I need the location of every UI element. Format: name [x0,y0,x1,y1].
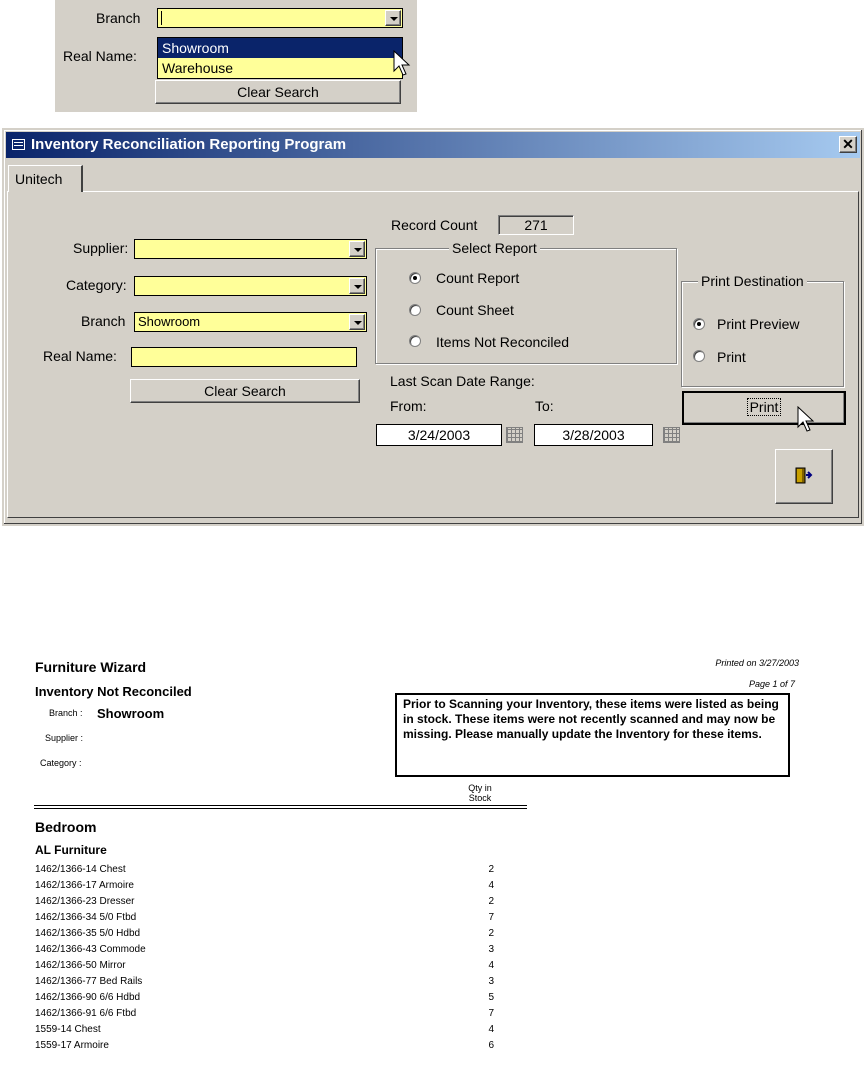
report-category-label: Category : [40,758,82,768]
row-qty: 4 [488,1024,494,1035]
calendar-icon[interactable] [663,427,680,443]
row-qty: 6 [488,1040,494,1051]
text-caret [161,11,162,25]
radio-count-report-label: Count Report [436,270,520,286]
row-qty: 3 [488,976,494,987]
radio-count-sheet-label: Count Sheet [436,302,514,318]
report-company: Furniture Wizard [35,659,147,675]
table-row: 1462/1366-91 6/6 Ftbd [35,1008,137,1019]
realname-input[interactable] [131,347,357,367]
row-qty: 2 [488,896,494,907]
select-report-title: Select Report [449,240,540,256]
radio-count-report[interactable] [409,272,421,284]
report-branch-label: Branch : [49,708,83,718]
exit-button[interactable] [775,449,833,504]
row-qty: 2 [488,928,494,939]
exit-door-icon [794,466,814,486]
cursor-icon [393,50,413,78]
dropdown-button[interactable] [349,314,365,330]
report-printed-on: Printed on 3/27/2003 [715,658,799,668]
realname-label: Real Name: [43,348,117,364]
report-title: Inventory Not Reconciled [35,684,192,699]
radio-items-not-reconciled-label: Items Not Reconciled [436,334,570,350]
row-qty: 7 [488,912,494,923]
table-row: 1462/1366-77 Bed Rails [35,976,143,987]
realname-label: Real Name: [63,48,137,64]
dropdown-button[interactable] [349,241,365,257]
print-button[interactable]: Print [682,391,846,425]
category-combo[interactable] [134,276,367,296]
window-title: Inventory Reconciliation Reporting Program [31,136,347,153]
radio-count-sheet[interactable] [409,304,421,316]
row-qty: 4 [488,960,494,971]
branch-combo[interactable] [134,312,367,332]
radio-items-not-reconciled[interactable] [409,335,421,347]
dropdown-option-showroom[interactable]: Showroom [158,38,402,58]
row-qty: 7 [488,1008,494,1019]
chevron-down-icon [354,285,362,289]
table-row: 1462/1366-23 Dresser [35,896,135,907]
table-row: 1462/1366-50 Mirror [35,960,126,971]
record-count-label: Record Count [391,217,478,233]
branch-label: Branch [96,10,141,26]
radio-print-label: Print [717,349,746,365]
dropdown-list [157,37,403,79]
radio-print-preview[interactable] [693,318,705,330]
radio-print-preview-label: Print Preview [717,316,800,332]
table-row: 1462/1366-90 6/6 Hdbd [35,992,141,1003]
main-window [2,128,864,526]
dropdown-button[interactable] [349,278,365,294]
clear-search-button[interactable]: Clear Search [130,379,360,403]
report-notice-box: Prior to Scanning your Inventory, these items were listed as being in stock. These items were not recently scanned and may now be missing. Please manually update the Inventory for these items. [395,693,790,777]
table-row: 1462/1366-34 5/0 Ftbd [35,912,137,923]
from-label: From: [390,398,427,414]
table-row: 1462/1366-17 Armoire [35,880,134,891]
record-count-value: 271 [498,215,574,235]
row-qty: 2 [488,864,494,875]
tab-unitech[interactable]: Unitech [8,165,83,192]
table-row: 1559-17 Armoire [35,1040,109,1051]
dropdown-button[interactable] [385,10,401,26]
table-row: 1462/1366-43 Commode [35,944,146,955]
supplier-combo[interactable] [134,239,367,259]
print-destination-group [681,281,844,387]
radio-print[interactable] [693,350,705,362]
dropdown-option-warehouse[interactable]: Warehouse [162,60,234,76]
report-page [0,640,868,1080]
branch-combo-open[interactable] [157,8,403,28]
report-page-number: Page 1 of 7 [748,679,795,689]
clear-search-button-snippet[interactable]: Clear Search [155,80,401,104]
table-row: 1462/1366-14 Chest [35,864,126,875]
calendar-icon[interactable] [506,427,523,443]
row-qty: 5 [488,992,494,1003]
table-row: 1559-14 Chest [35,1024,101,1035]
category-label: Category: [66,277,127,293]
to-label: To: [535,398,554,414]
supplier-label: Supplier: [73,240,129,256]
form-icon [12,139,25,150]
close-icon: ✕ [842,136,854,152]
cursor-icon [797,406,817,434]
dropdown-snippet [55,0,417,112]
report-qty-header-1: Qty in [468,783,492,793]
report-divider [34,805,527,806]
row-qty: 4 [488,880,494,891]
to-date-input[interactable]: 3/28/2003 [534,424,653,446]
title-bar [6,132,860,158]
report-subgroup-heading: AL Furniture [35,843,107,857]
from-date-input[interactable]: 3/24/2003 [376,424,502,446]
report-supplier-label: Supplier : [45,733,84,743]
print-destination-title: Print Destination [698,273,807,289]
report-branch-value: Showroom [97,706,165,721]
branch-value: Showroom [138,314,201,329]
report-group-heading: Bedroom [35,819,97,835]
close-button[interactable] [839,136,857,153]
chevron-down-icon [354,248,362,252]
chevron-down-icon [354,321,362,325]
chevron-down-icon [390,17,398,21]
branch-label: Branch [81,313,126,329]
report-divider [34,808,527,809]
report-qty-header-2: Stock [468,793,492,803]
date-range-label: Last Scan Date Range: [390,373,535,389]
row-qty: 3 [488,944,494,955]
table-row: 1462/1366-35 5/0 Hdbd [35,928,141,939]
